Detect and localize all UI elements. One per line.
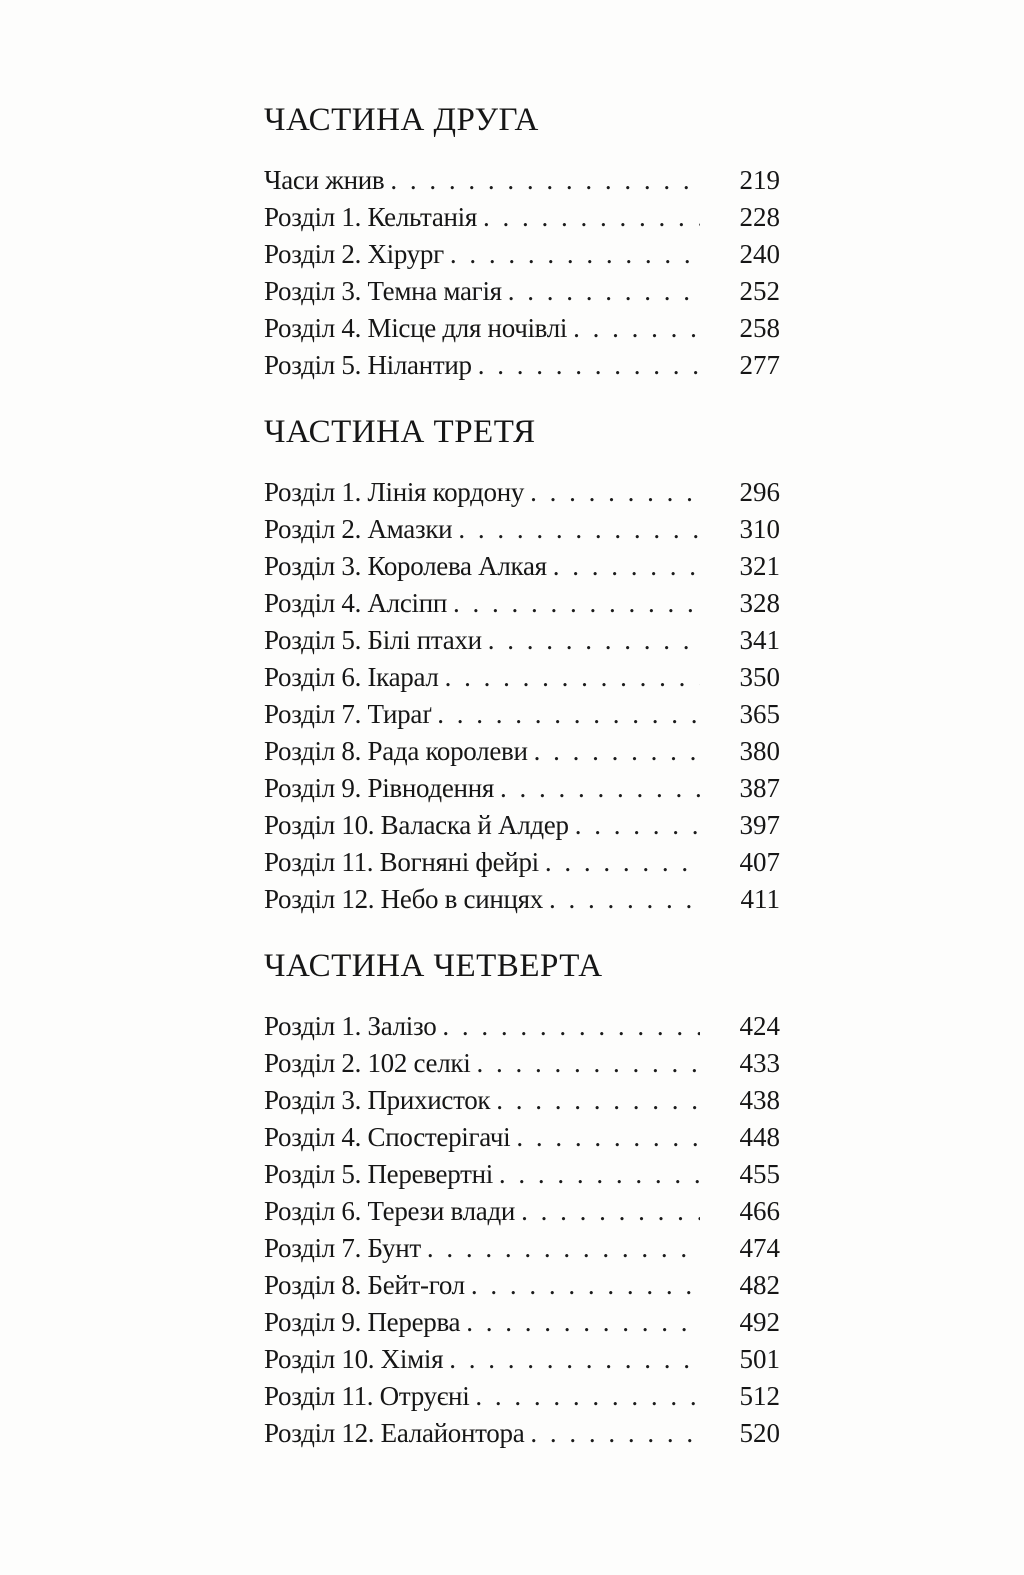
entry-page-number: 474: [739, 1233, 780, 1263]
toc-entry: [264, 1230, 780, 1267]
entry-title: Розділ 8. Бейт-гол: [264, 1270, 465, 1300]
table-of-contents: [264, 0, 780, 1452]
entry-page-number: 407: [739, 847, 780, 877]
entry-title: Розділ 1. Лінія кордону: [264, 477, 525, 507]
entry-page-number: 328: [739, 588, 780, 618]
dot-leader-icon: [447, 585, 700, 622]
entry-title: Розділ 9. Перерва: [264, 1307, 461, 1337]
entry-title: Розділ 12. Еалайонтора: [264, 1418, 525, 1448]
entry-title: Розділ 3. Королева Алкая: [264, 551, 547, 581]
dot-leader-icon: [494, 770, 700, 807]
dot-leader-icon: [436, 1008, 700, 1045]
entry-title: Розділ 2. Амазки: [264, 514, 453, 544]
toc-entry: [264, 1119, 780, 1156]
entry-page-number: 341: [739, 625, 780, 655]
dot-leader-icon: [510, 1119, 700, 1156]
entry-title: Розділ 5. Перевертні: [264, 1159, 493, 1189]
entry-title: Розділ 6. Терези влади: [264, 1196, 516, 1226]
entry-title: Розділ 1. Кельтанія: [264, 202, 477, 232]
entry-title: Розділ 2. 102 селкі: [264, 1048, 471, 1078]
entry-title: Розділ 5. Білі птахи: [264, 625, 482, 655]
dot-leader-icon: [477, 199, 700, 236]
dot-leader-icon: [465, 1267, 700, 1304]
toc-entry: [264, 1045, 780, 1082]
entry-page-number: 512: [739, 1381, 780, 1411]
entry-title: Розділ 7. Бунт: [264, 1233, 421, 1263]
entry-title: Розділ 4. Місце для ночівлі: [264, 313, 568, 343]
dot-leader-icon: [493, 1156, 700, 1193]
entry-page-number: 387: [739, 773, 780, 803]
entry-title: Часи жнив: [264, 165, 385, 195]
entry-page-number: 433: [739, 1048, 780, 1078]
entry-page-number: 296: [739, 477, 780, 507]
entry-page-number: 350: [739, 662, 780, 692]
toc-entry: [264, 1156, 780, 1193]
entry-page-number: 310: [739, 514, 780, 544]
section-entries: [264, 474, 780, 918]
toc-entry: [264, 622, 780, 659]
entry-page-number: 520: [739, 1418, 780, 1448]
dot-leader-icon: [515, 1193, 700, 1230]
toc-entry: [264, 659, 780, 696]
entry-title: Розділ 11. Вогняні фейрі: [264, 847, 539, 877]
toc-entry: [264, 1341, 780, 1378]
entry-page-number: 438: [739, 1085, 780, 1115]
dot-leader-icon: [452, 511, 700, 548]
toc-entry: [264, 273, 780, 310]
entry-page-number: 321: [739, 551, 780, 581]
entry-page-number: 411: [740, 884, 780, 914]
toc-entry: [264, 585, 780, 622]
entry-page-number: 258: [739, 313, 780, 343]
entry-title: Розділ 4. Спостерігачі: [264, 1122, 511, 1152]
entry-page-number: 219: [739, 165, 780, 195]
toc-entry: [264, 1008, 780, 1045]
entry-page-number: 455: [739, 1159, 780, 1189]
toc-entry: [264, 511, 780, 548]
toc-entry: [264, 1378, 780, 1415]
toc-entry: [264, 807, 780, 844]
entry-page-number: 482: [739, 1270, 780, 1300]
entry-page-number: 501: [739, 1344, 780, 1374]
toc-entry: [264, 548, 780, 585]
entry-title: Розділ 10. Валаска й Алдер: [264, 810, 569, 840]
dot-leader-icon: [528, 733, 700, 770]
entry-title: Розділ 11. Отруєні: [264, 1381, 470, 1411]
toc-entry: [264, 474, 780, 511]
dot-leader-icon: [539, 844, 700, 881]
dot-leader-icon: [384, 162, 700, 199]
dot-leader-icon: [524, 1415, 700, 1452]
toc-entry: [264, 733, 780, 770]
toc-entry: [264, 347, 780, 384]
entry-page-number: 365: [739, 699, 780, 729]
dot-leader-icon: [482, 622, 700, 659]
toc-entry: [264, 1082, 780, 1119]
dot-leader-icon: [439, 659, 700, 696]
dot-leader-icon: [444, 236, 700, 273]
entry-title: Розділ 2. Хірург: [264, 239, 444, 269]
entry-page-number: 252: [739, 276, 780, 306]
toc-entry: [264, 162, 780, 199]
entry-page-number: 240: [739, 239, 780, 269]
dot-leader-icon: [524, 474, 700, 511]
entry-title: Розділ 7. Тираґ: [264, 699, 432, 729]
section-heading: ЧАСТИНА ТРЕТЯ: [264, 414, 536, 450]
entry-page-number: 448: [739, 1122, 780, 1152]
entry-title: Розділ 1. Залізо: [264, 1011, 437, 1041]
entry-title: Розділ 10. Хімія: [264, 1344, 444, 1374]
toc-entry: [264, 1304, 780, 1341]
toc-section: [264, 946, 780, 1452]
toc-entry: [264, 770, 780, 807]
toc-section: [264, 100, 780, 384]
entry-page-number: 466: [739, 1196, 780, 1226]
entry-page-number: 397: [739, 810, 780, 840]
dot-leader-icon: [431, 696, 700, 733]
toc-section: [264, 412, 780, 918]
dot-leader-icon: [547, 548, 700, 585]
entry-page-number: 228: [739, 202, 780, 232]
section-heading: ЧАСТИНА ДРУГА: [264, 102, 539, 138]
toc-entry: [264, 310, 780, 347]
toc-entry: [264, 199, 780, 236]
dot-leader-icon: [470, 1045, 700, 1082]
entry-title: Розділ 4. Алсіпп: [264, 588, 448, 618]
section-heading: ЧАСТИНА ЧЕТВЕРТА: [264, 948, 603, 984]
section-entries: [264, 162, 780, 384]
toc-entry: [264, 696, 780, 733]
entry-title: Розділ 3. Темна магія: [264, 276, 502, 306]
toc-entry: [264, 1193, 780, 1230]
dot-leader-icon: [502, 273, 700, 310]
entry-title: Розділ 12. Небо в синцях: [264, 884, 544, 914]
dot-leader-icon: [569, 807, 700, 844]
entry-page-number: 277: [739, 350, 780, 380]
dot-leader-icon: [443, 1341, 700, 1378]
dot-leader-icon: [490, 1082, 700, 1119]
section-entries: [264, 1008, 780, 1452]
toc-entry: [264, 881, 780, 918]
entry-page-number: 380: [739, 736, 780, 766]
entry-title: Розділ 6. Ікарал: [264, 662, 439, 692]
dot-leader-icon: [460, 1304, 700, 1341]
toc-entry: [264, 1267, 780, 1304]
entry-page-number: 492: [739, 1307, 780, 1337]
entry-title: Розділ 5. Нілантир: [264, 350, 472, 380]
toc-entry: [264, 1415, 780, 1452]
dot-leader-icon: [472, 347, 700, 384]
entry-page-number: 424: [739, 1011, 780, 1041]
toc-entry: [264, 236, 780, 273]
entry-title: Розділ 9. Рівнодення: [264, 773, 494, 803]
entry-title: Розділ 8. Рада королеви: [264, 736, 528, 766]
dot-leader-icon: [543, 881, 700, 918]
entry-title: Розділ 3. Прихисток: [264, 1085, 491, 1115]
dot-leader-icon: [469, 1378, 700, 1415]
dot-leader-icon: [567, 310, 700, 347]
toc-entry: [264, 844, 780, 881]
dot-leader-icon: [421, 1230, 700, 1267]
